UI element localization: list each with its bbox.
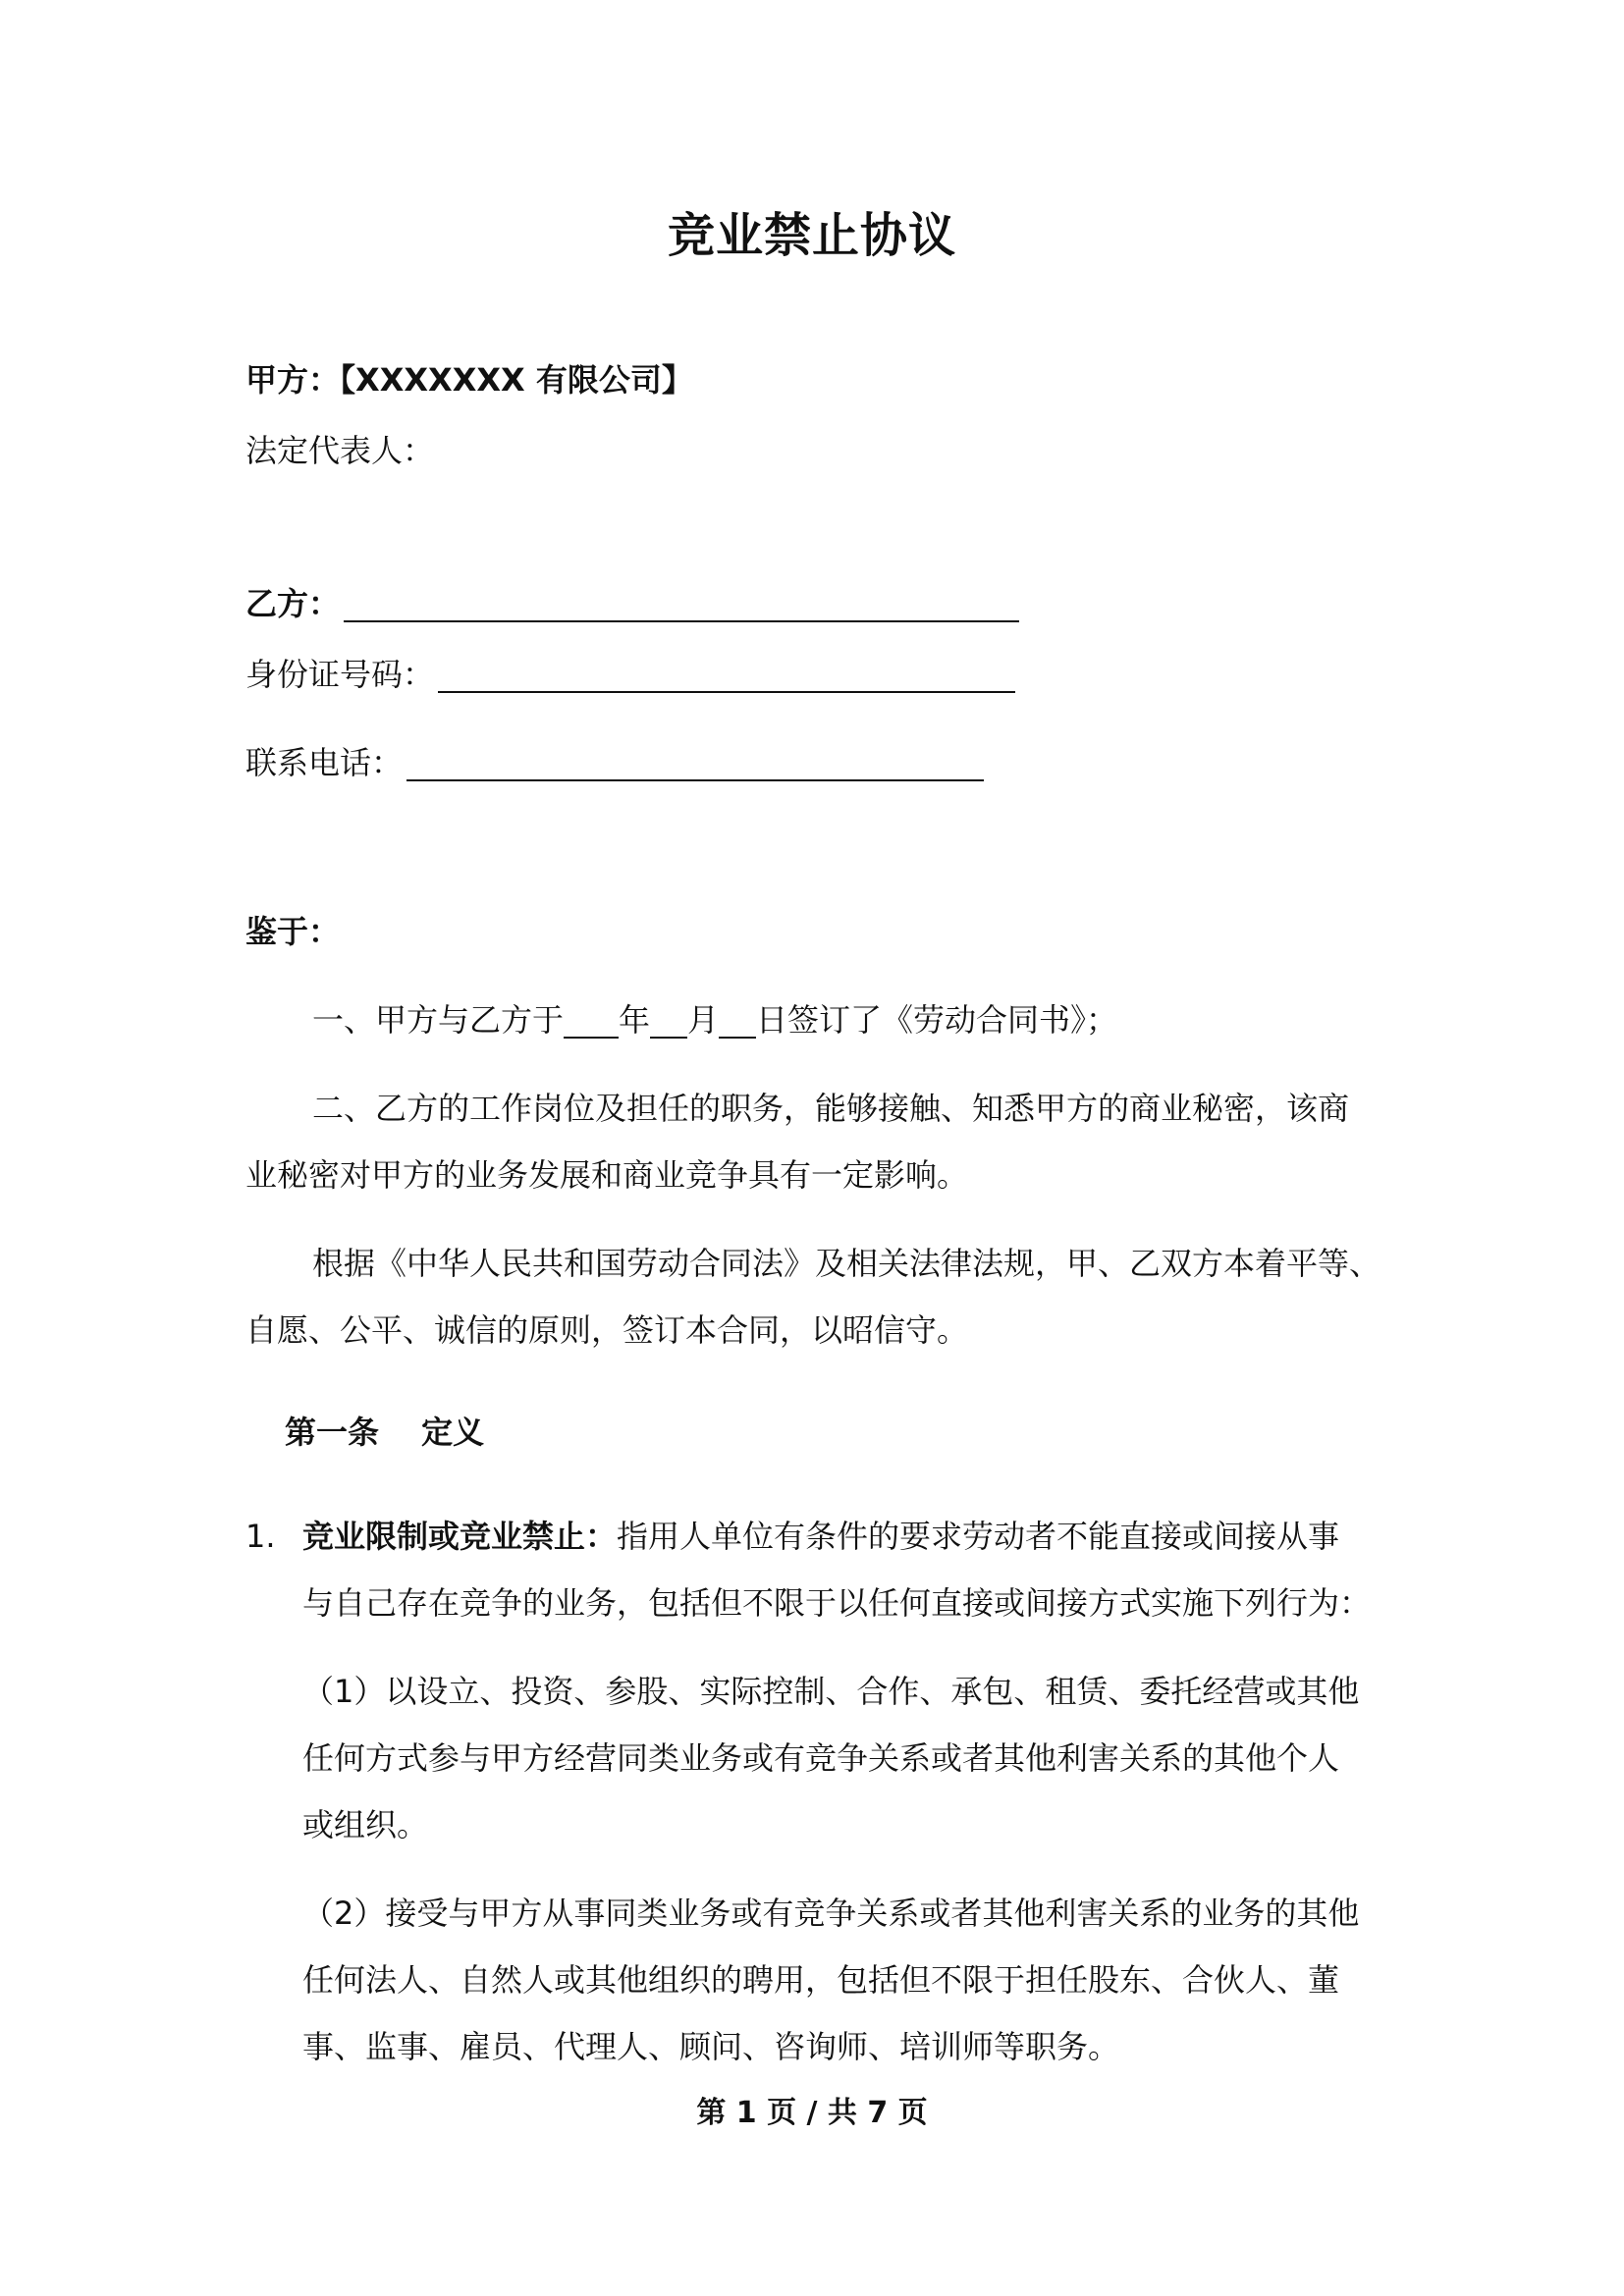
party-a-line bbox=[245, 361, 693, 399]
party-b-blank bbox=[344, 591, 1019, 622]
party-a-value: 【XXXXXXX 有限公司】 bbox=[340, 361, 693, 399]
whereas-item-2-line-1: 二、乙方的工作岗位及担任的职务，能够接触、知悉甲方的商业秘密，该商 bbox=[312, 1090, 1350, 1127]
legal-representative-label: 法定代表人： bbox=[245, 432, 435, 469]
id-number-line bbox=[245, 656, 1015, 693]
day-blank bbox=[719, 1007, 756, 1039]
month-label: 月 bbox=[687, 1001, 720, 1039]
article-1-heading: 第一条 定义 bbox=[285, 1414, 485, 1451]
basis-line-2: 自愿、公平、诚信的原则，签订本合同，以昭信守。 bbox=[245, 1311, 969, 1349]
definition-item-1-line-1 bbox=[302, 1518, 1339, 1555]
whereas-item-2-line-2: 业秘密对甲方的业务发展和商业竞争具有一定影响。 bbox=[245, 1156, 969, 1194]
id-number-blank bbox=[438, 662, 1015, 693]
whereas-item-1-start: 一、甲方与乙方于 bbox=[312, 1001, 565, 1039]
definition-item-1-number: 1. bbox=[245, 1518, 276, 1555]
definition-text: 指用人单位有条件的要求劳动者不能直接或间接从事 bbox=[617, 1518, 1340, 1555]
sub-item-1-line-2: 任何方式参与甲方经营同类业务或有竞争关系或者其他利害关系的其他个人 bbox=[302, 1739, 1340, 1777]
year-blank bbox=[564, 1007, 619, 1039]
basis-line-1: 根据《中华人民共和国劳动合同法》及相关法律法规，甲、乙双方本着平等、 bbox=[312, 1245, 1381, 1282]
sub-item-2-line-2: 任何法人、自然人或其他组织的聘用，包括但不限于担任股东、合伙人、董 bbox=[302, 1961, 1340, 1999]
definition-item-1-line-2: 与自己存在竞争的业务，包括但不限于以任何直接或间接方式实施下列行为： bbox=[302, 1584, 1372, 1622]
month-blank bbox=[650, 1007, 687, 1039]
id-number-label: 身份证号码： bbox=[245, 656, 435, 693]
definition-term: 竞业限制或竞业禁止： bbox=[302, 1518, 618, 1555]
page-number-footer: 第 1 页 / 共 7 页 bbox=[696, 2096, 928, 2130]
sub-item-2-line-3: 事、监事、雇员、代理人、顾问、咨询师、培训师等职务。 bbox=[302, 2028, 1120, 2065]
phone-line bbox=[245, 744, 984, 781]
whereas-item-1 bbox=[312, 1001, 1117, 1039]
sub-item-1-line-1: （1）以设立、投资、参股、实际控制、合作、承包、租赁、委托经营或其他 bbox=[302, 1673, 1360, 1710]
party-b-line bbox=[245, 585, 1019, 622]
sub-item-1-line-3: 或组织。 bbox=[302, 1806, 429, 1843]
whereas-item-1-end: 日签订了《劳动合同书》； bbox=[756, 1001, 1118, 1039]
party-a-label: 甲方： bbox=[245, 361, 341, 399]
whereas-heading: 鉴于： bbox=[245, 913, 341, 950]
sub-item-2-line-1: （2）接受与甲方从事同类业务或有竞争关系或者其他利害关系的业务的其他 bbox=[302, 1895, 1360, 1932]
party-b-label: 乙方： bbox=[245, 585, 341, 622]
document-title: 竞业禁止协议 bbox=[667, 208, 956, 263]
year-label: 年 bbox=[619, 1001, 651, 1039]
phone-label: 联系电话： bbox=[245, 744, 404, 781]
phone-blank bbox=[406, 750, 984, 781]
